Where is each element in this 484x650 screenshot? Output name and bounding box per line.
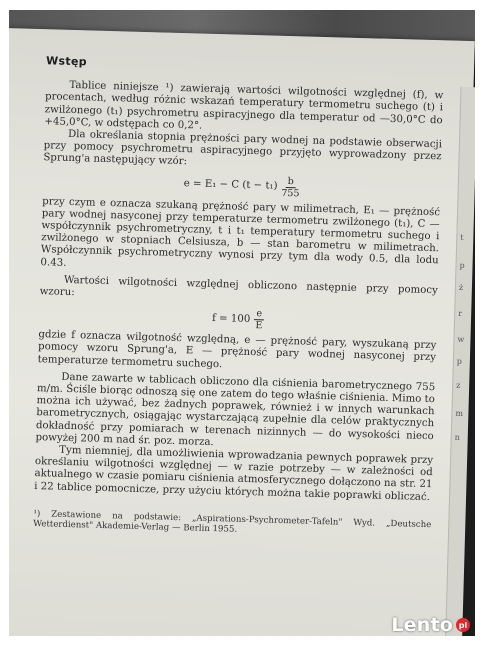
paragraph-method: Dla określania stopnia prężności pary wodnej na podstawie obserwacji przy pomocy psychrometru aspiracyjnego przyjęto wyprowadzony przez Sprung'a następujący wzór: (43, 128, 443, 168)
formula-humidity-numerator: e (254, 308, 264, 320)
lento-watermark (391, 614, 470, 636)
margin-mark: ż (458, 282, 464, 292)
adjacent-page-edge (445, 87, 475, 636)
margin-mark: p (456, 356, 463, 366)
formula-sprung-numerator: b (286, 176, 296, 188)
formula-humidity-fraction (254, 308, 264, 331)
margin-mark: r (458, 308, 463, 318)
page-text (33, 55, 444, 541)
paragraph-relative-humidity: Wartości wilgotności względnej obliczono następnie przy pomocy wzoru: (39, 274, 438, 299)
margin-mark: n (454, 432, 461, 442)
paragraph-intro: Tablice niniejsze ¹) zawierają wartości wilgotności względnej (f), w procentach, według różnic wskazań temperatury termometru suchego (t) i zwilżonego (t₁) psychrometru aspiracyjnego dla temperatur od —30,0°C do +45,0°C, w odstępach co 0,2°. (44, 80, 444, 132)
margin-mark: p (459, 260, 465, 270)
paragraph-pressure: Dane zawarte w tablicach obliczono dla ciśnienia barometrycznego 755 m/m. Ściśle biorąc odnoszą się one zatem do tego właśnie ciśnienia. Mimo to można ich używać, bez żadnych poprawek, również i w innych warunkach barometrycznych, osiągając wystarczającą zupełnie dla celów praktycznych dokładność przy pomiarach w terenach nizinnych — do wysokości nieco powyżej 200 m nad śr. poz. morza. (35, 371, 436, 448)
photo-frame (9, 10, 475, 636)
paragraph-corrections: Tym niemniej, dla umożliwienia wprowadzania pewnych poprawek przy określaniu wilgotności względnej — w razie potrzeby — w zależności od aktualnego w czasie pomiaru ciśnienia atmosferycznego dołączono na str. 21 i 22 tablice pomocnicze, przy użyciu których można takie poprawki obliczać. (34, 444, 434, 503)
formula-sprung-denominator: 755 (281, 187, 300, 199)
formula-sprung-lhs: e = E₁ − C (t − t₁) (183, 178, 278, 192)
formula-sprung-fraction (281, 175, 300, 198)
margin-mark: t (460, 232, 464, 242)
book-page (9, 28, 475, 636)
formula-humidity-lhs: f = 100 (211, 312, 251, 325)
watermark-brand: Lento (391, 614, 453, 636)
watermark-badge-icon: pl (456, 618, 470, 632)
paragraph-definitions: gdzie f oznacza wilgotność względną, e — prężność pary, wyszukaną przy pomocy wzoru Sprung'a, E — prężność pary wodnej nasyconej przy temperaturze termometru suchego. (37, 329, 437, 370)
formula-humidity-denominator: E (255, 320, 263, 332)
page-heading: Wstęp (45, 54, 88, 69)
margin-mark: z (456, 380, 461, 390)
paragraph-symbols: przy czym e oznacza szukaną prężność pary w milimetrach, E₁ — prężność pary wodnej nasyconej przy temperaturze termometru zwilżonego (t₁), C — współczynnik psychrometryczny, t i t₁ temperatury termometru suchego i zwilżonego w stopniach Celsiusza, b — stan barometru w milimetrach. Współczynnik psychrometryczny wynosi przy tym dla wody 0.5, dla lodu 0.43. (40, 195, 441, 269)
footnote: ¹) Zestawione na podstawie: „Aspirations-Psychrometer-Tafeln" Wyd. „Deutsche Wetterdienst" Akademie-Verlag — Berlin 1955. (33, 508, 432, 536)
margin-mark: w (457, 334, 465, 345)
margin-mark: m (455, 408, 464, 418)
